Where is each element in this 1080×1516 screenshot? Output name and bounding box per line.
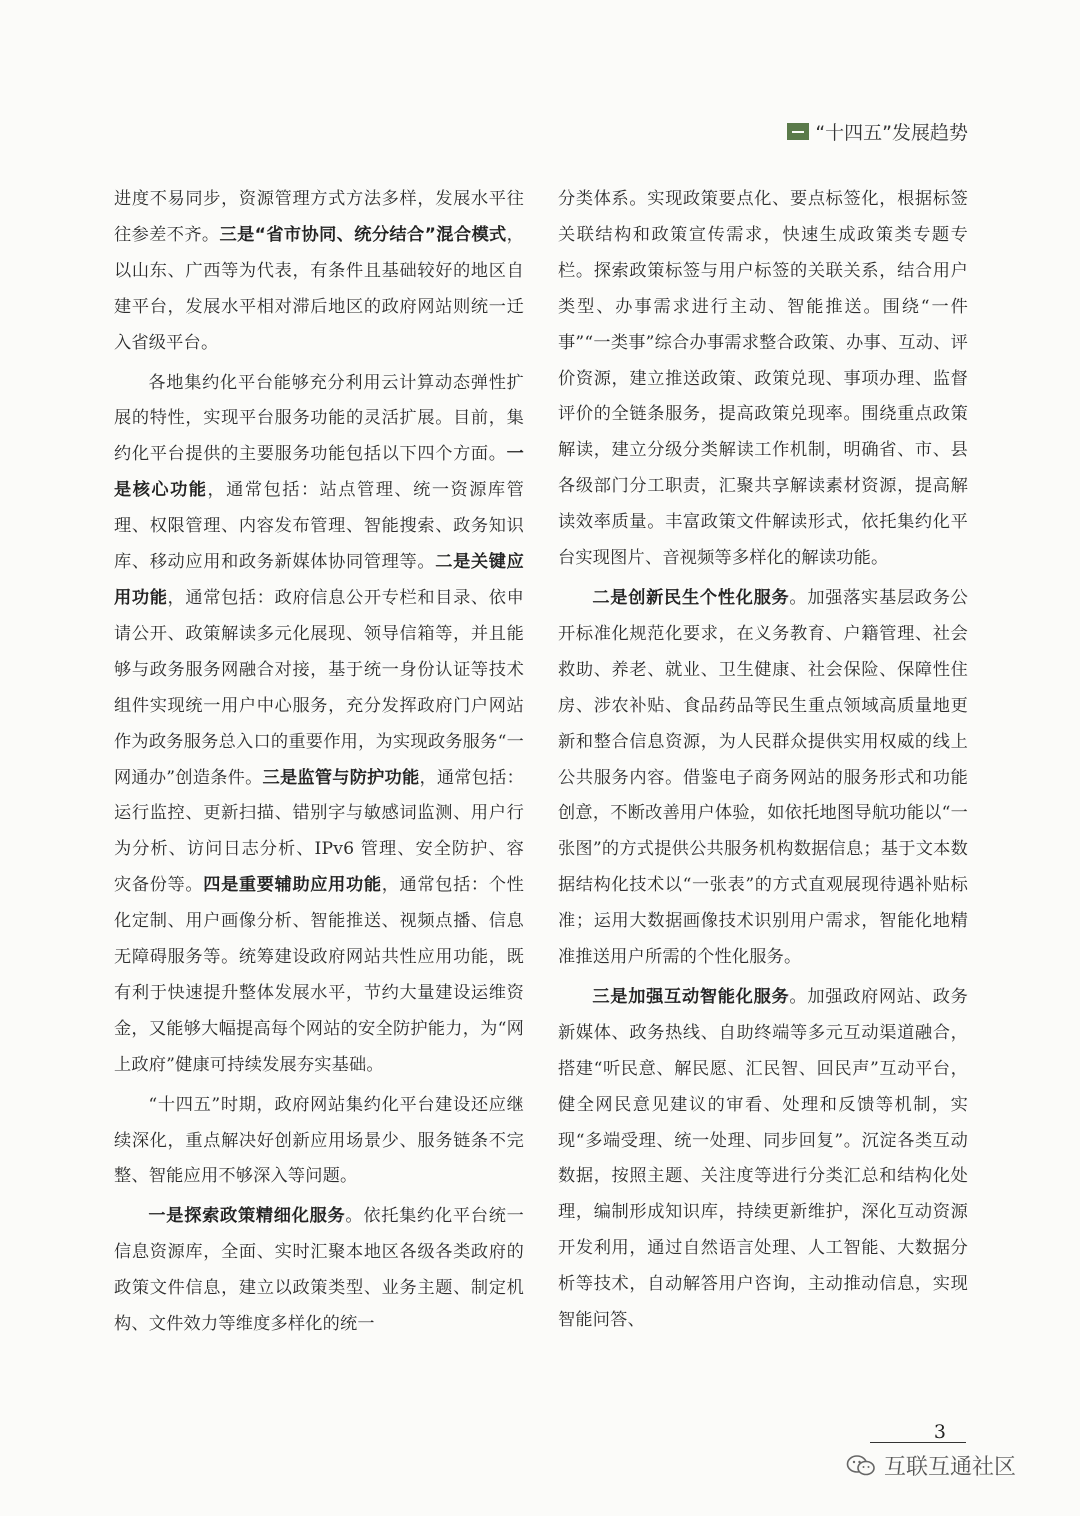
bold-phrase: 四是重要辅助应用功能	[203, 875, 382, 896]
bold-phrase: 三是加强互动智能化服务	[592, 986, 790, 1007]
paragraph	[114, 182, 524, 362]
text-run: ，通常包括：政府信息公开专栏和目录、依申请公开、政策解读多元化展现、领导信箱等，并且能够与政务服务网融合对接，基于统一身份认证等技术组件实现统一用户中心服务，充分发挥政府门户网站作为政务服务总入口的重要作用，为实现政务服务“一网通办”创造条件。	[114, 587, 524, 788]
paragraph	[558, 182, 968, 577]
text-run: 分类体系。实现政策要点化、要点标签化，根据标签关联结构和政策宣传需求，快速生成政策类专题专栏。探索政策标签与用户标签的关联关系，结合用户类型、办事需求进行主动、智能推送。围绕“一件事”“一类事”综合办事需求整合政策、办事、互动、评价资源，建立推送政策、政策兑现、事项办理、监督评价的全链条服务，提高政策兑现率。围绕重点政策解读，建立分级分类解读工作机制，明确省、市、县各级部门分工职责，汇聚共享解读素材资源，提高解读效率质量。丰富政策文件解读形式，依托集约化平台实现图片、音视频等多样化的解读功能。	[558, 189, 968, 569]
right-column	[558, 182, 968, 1339]
section-header	[787, 118, 968, 145]
page-number: 3	[870, 1422, 966, 1443]
text-run: ，通常包括：运行监控、更新扫描、错别字与敏感词监测、用户行为分析、访问日志分析、IPv6 管理、安全防护、容灾备份等。	[114, 767, 524, 896]
paragraph	[558, 980, 968, 1339]
bold-phrase: 三是“省市协同、统分结合”混合模式	[219, 224, 507, 245]
text-run: ，通常包括：个性化定制、用户画像分析、智能推送、视频点播、信息无障碍服务等。统筹建设政府网站共性应用功能，既有利于快速提升整体发展水平，节约大量建设运维资金，又能够大幅提高每个网站的安全防护能力，为“网上政府”健康可持续发展夯实基础。	[114, 875, 524, 1075]
bold-phrase: 二是关键应用功能	[114, 552, 524, 608]
paragraph	[114, 1199, 524, 1343]
watermark	[846, 1450, 1016, 1481]
bold-phrase: 一是探索政策精细化服务	[148, 1206, 346, 1227]
paragraph	[114, 366, 524, 1084]
paragraph	[558, 581, 968, 976]
watermark-text: 互联互通社区	[884, 1455, 1017, 1480]
text-run: ，以山东、广西等为代表，有条件且基础较好的地区自建平台，发展水平相对滞后地区的政府网站则统一迁入省级平台。	[114, 224, 524, 353]
bold-phrase: 二是创新民生个性化服务	[592, 587, 790, 608]
bold-phrase: 一是核心功能	[114, 444, 524, 501]
text-run: 进度不易同步，资源管理方式方法多样，发展水平往往参差不齐。	[114, 189, 524, 245]
paragraph	[114, 1088, 524, 1196]
section-title: “十四五”发展趋势	[815, 122, 968, 144]
wechat-icon	[846, 1454, 876, 1478]
text-run: 各地集约化平台能够充分利用云计算动态弹性扩展的特性，实现平台服务功能的灵活扩展。目前，集约化平台提供的主要服务功能包括以下四个方面。	[114, 372, 524, 465]
text-run: ，通常包括：站点管理、统一资源库管理、权限管理、内容发布管理、智能搜索、政务知识库、移动应用和政务新媒体协同管理等。	[114, 480, 524, 573]
text-run: 。加强政府网站、政务新媒体、政务热线、自助终端等多元互动渠道融合，搭建“听民意、解民愿、汇民智、回民声”互动平台，健全网民意见建议的审看、处理和反馈等机制，实现“多端受理、统一处理、同步回复”。沉淀各类互动数据，按照主题、关注度等进行分类汇总和结构化处理，编制形成知识库，持续更新维护，深化互动资源开发利用，通过自然语言处理、人工智能、大数据分析等技术，自动解答用户咨询，主动推动信息，实现智能问答、	[558, 986, 968, 1331]
text-run: 。加强落实基层政务公开标准化规范化要求，在义务教育、户籍管理、社会救助、养老、就业、卫生健康、社会保险、保障性住房、涉农补贴、食品药品等民生重点领域高质量地更新和整合信息资源，为人民群众提供实用权威的线上公共服务内容。借鉴电子商务网站的服务形式和功能创意，不断改善用户体验，如依托地图导航功能以“一张图”的方式提供公共服务机构数据信息；基于文本数据结构化技术以“一张表”的方式直观展现待遇补贴标准；运用大数据画像技术识别用户需求，智能化地精准推送用户所需的个性化服务。	[558, 587, 968, 968]
bold-phrase: 三是监管与防护功能	[262, 767, 420, 788]
left-column	[114, 182, 524, 1343]
text-run: “十四五”时期，政府网站集约化平台建设还应继续深化，重点解决好创新应用场景少、服务链条不完整、智能应用不够深入等问题。	[114, 1094, 524, 1187]
section-marker-icon	[787, 123, 809, 140]
text-run: 。依托集约化平台统一信息资源库，全面、实时汇聚本地区各级各类政府的政策文件信息，建立以政策类型、业务主题、制定机构、文件效力等维度多样化的统一	[114, 1206, 524, 1335]
